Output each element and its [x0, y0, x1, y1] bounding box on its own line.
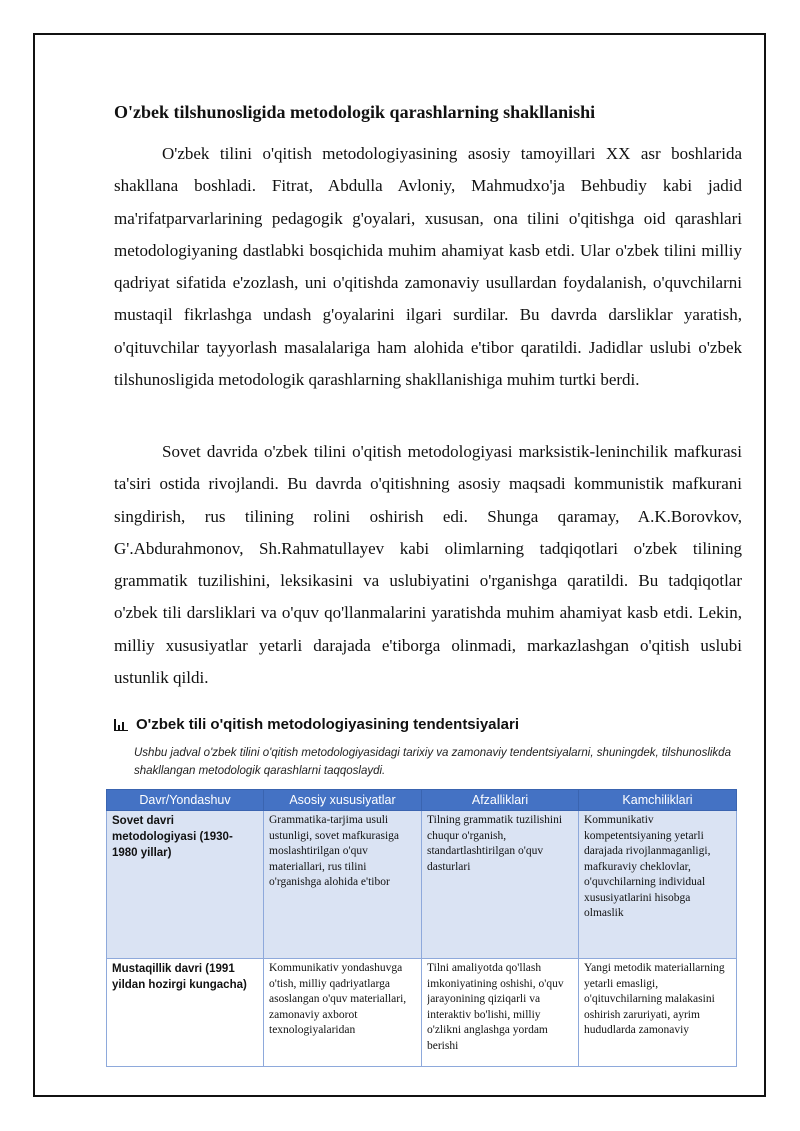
table-cell: Sovet davri metodologiyasi (1930-1980 yillar): [107, 811, 264, 959]
table-title-text: O'zbek tili o'qitish metodologiyasining tendentsiyalari: [136, 716, 520, 733]
column-header: Asosiy xususiyatlar: [264, 790, 422, 811]
table-title: [114, 715, 754, 735]
table-cell: Kommunikativ kompetentsiyaning yetarli darajada rivojlanmaganligi, mafkuraviy cheklovlar, o'quvchilarning individual xususiyatlarini hisobga olmaslik: [579, 811, 737, 959]
column-header: Kamchiliklari: [579, 790, 737, 811]
table-row: [107, 959, 737, 1067]
bar-chart-icon: [114, 719, 128, 731]
table-caption: Ushbu jadval o'zbek tilini o'qitish metodologiyasidagi tarixiy va zamonaviy tendentsiyalarni, shuningdek, tilshunoslikda shakllangan metodologik qarashlarni taqqoslaydi.: [134, 747, 731, 777]
paragraph-2: Sovet davrida o'zbek tilini o'qitish metodologiyasi marksistik-leninchilik mafkurasi ta'siri ostida rivojlandi. Bu davrda o'qitishning asosiy maqsadi kommunistik mafkurani singdirish, rus tilining rolini oshirish edi. Shunga qaramay, A.K.Borovkov, G'.Abdurahmonov, Sh.Rahmatullayev kabi olimlarning tadqiqotlari o'zbek tilining grammatik tuzilishini, leksikasini va uslubiyatini o'rganishga qaratildi. Bu tadqiqotlar o'zbek tili darsliklari va o'quv qo'llanmalarini yaratishda muhim ahamiyat kasb etdi. Lekin, milliy xususiyatlar yetarli darajada e'tiborga olinmadi, markazlashgan o'qitish uslubi ustunlik qildi.: [114, 442, 742, 688]
table-cell: Mustaqillik davri (1991 yildan hozirgi kungacha): [107, 959, 264, 1067]
section-heading: O'zbek tilshunosligida metodologik qarashlarning shakllanishi: [114, 102, 596, 122]
table-row: [107, 811, 737, 959]
table-cell: Tilni amaliyotda qo'llash imkoniyatining oshishi, o'quv jarayonining qiziqarli va interaktiv bo'lishi, milliy o'zlikni anglashga yordam berishi: [422, 959, 579, 1067]
table-cell: Grammatika-tarjima usuli ustunligi, sovet mafkurasiga moslashtirilgan o'quv materiallari, rus tilini o'rganishga alohida e'tibor: [264, 811, 422, 959]
table-cell: Tilning grammatik tuzilishini chuqur o'rganish, standartlashtirilgan o'quv dasturlari: [422, 811, 579, 959]
table-header-row: [107, 790, 737, 811]
table-cell: Kommunikativ yondashuvga o'tish, milliy qadriyatlarga asoslangan o'quv materiallari, zamonaviy axborot texnologiyalaridan: [264, 959, 422, 1067]
column-header: Afzalliklari: [422, 790, 579, 811]
comparison-table: [106, 789, 737, 1067]
table-cell: Yangi metodik materiallarning yetarli emasligi, o'qituvchilarning malakasini oshirish zaruriyati, ayrim hududlarda zamonaviy: [579, 959, 737, 1067]
paragraph-1: O'zbek tilini o'qitish metodologiyasining asosiy tamoyillari XX asr boshlarida shakllana boshladi. Fitrat, Abdulla Avloniy, Mahmudxo'ja Behbudiy kabi jadid ma'rifatparvarlarining pedagogik g'oyalari, xususan, ona tilini o'qitishga oid qarashlari metodologiyaning dastlabki bosqichida muhim ahamiyat kasb etdi. Ular o'zbek tilini milliy qadriyat sifatida e'zozlash, uni o'qitishda zamonaviy usullardan foydalanish, o'quvchilarni mustaqil fikrlashga undash g'oyalarini ilgari surdilar. Bu davrda darsliklar yaratish, o'qituvchilar tayyorlash masalalariga ham alohida e'tibor qaratildi. Jadidlar uslubi o'zbek tilshunosligida metodologik qarashlarning shakllanishiga muhim turtki berdi.: [114, 144, 742, 390]
column-header: Davr/Yondashuv: [107, 790, 264, 811]
